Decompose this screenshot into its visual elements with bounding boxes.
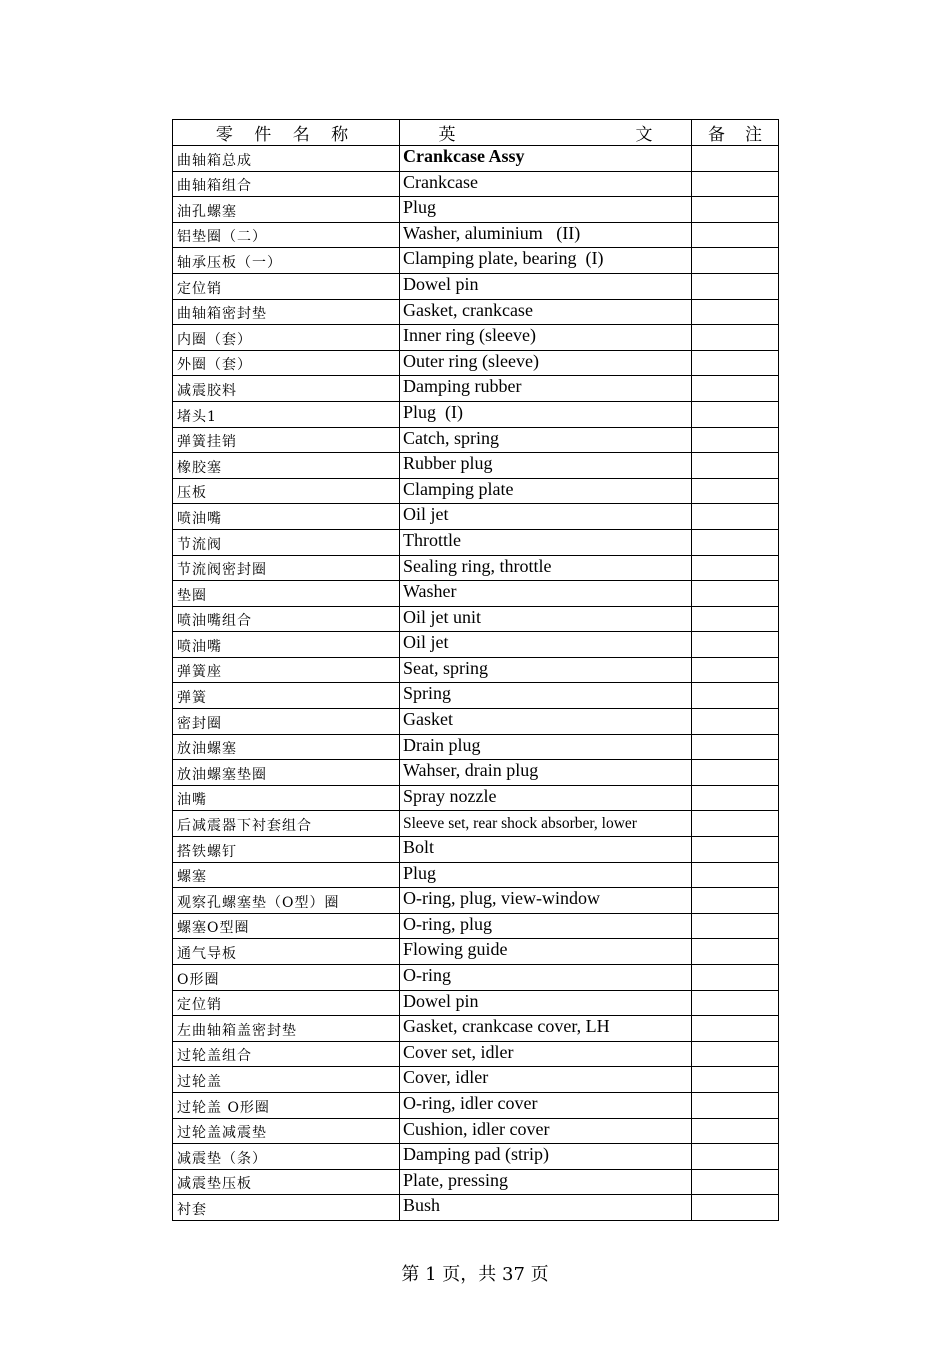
part-name-en: Cover, idler — [400, 1067, 692, 1093]
part-name-zh: 观察孔螺塞垫（O型）圈 — [173, 888, 400, 914]
table-row — [173, 760, 779, 786]
table-row — [173, 273, 779, 299]
part-name-en: O-ring, plug — [400, 913, 692, 939]
remarks-cell — [692, 197, 779, 223]
part-name-zh: 密封圈 — [173, 709, 400, 735]
part-name-zh: 减震垫压板 — [173, 1169, 400, 1195]
part-name-en: Plug (I) — [400, 401, 692, 427]
part-name-en: Sleeve set, rear shock absorber, lower — [400, 811, 692, 837]
part-name-en: O-ring, idler cover — [400, 1092, 692, 1118]
part-name-zh: 螺塞 — [173, 862, 400, 888]
table-row — [173, 146, 779, 172]
part-name-en: Inner ring (sleeve) — [400, 325, 692, 351]
part-name-zh: 节流阀密封圈 — [173, 555, 400, 581]
remarks-cell — [692, 606, 779, 632]
remarks-cell — [692, 581, 779, 607]
part-name-zh: 弹簧座 — [173, 657, 400, 683]
part-name-en: O-ring, plug, view-window — [400, 888, 692, 914]
part-name-en: Plug — [400, 197, 692, 223]
part-name-en: Bolt — [400, 837, 692, 863]
table-row — [173, 555, 779, 581]
part-name-en: Plug — [400, 862, 692, 888]
remarks-cell — [692, 401, 779, 427]
part-name-en: Damping pad (strip) — [400, 1144, 692, 1170]
part-name-zh: 外圈（套） — [173, 350, 400, 376]
remarks-cell — [692, 657, 779, 683]
part-name-zh: 油嘴 — [173, 785, 400, 811]
header-english-b: 文 — [635, 125, 653, 145]
part-name-zh: 过轮盖组合 — [173, 1041, 400, 1067]
part-name-en: Oil jet — [400, 632, 692, 658]
part-name-en: Gasket, crankcase cover, LH — [400, 1016, 692, 1042]
part-name-en: Cushion, idler cover — [400, 1118, 692, 1144]
remarks-cell — [692, 1144, 779, 1170]
part-name-zh: 弹簧 — [173, 683, 400, 709]
parts-table — [172, 119, 779, 1221]
part-name-zh: 后减震器下衬套组合 — [173, 811, 400, 837]
part-name-en: Crankcase — [400, 171, 692, 197]
part-name-en: Throttle — [400, 529, 692, 555]
remarks-cell — [692, 734, 779, 760]
table-row — [173, 709, 779, 735]
remarks-cell — [692, 376, 779, 402]
part-name-zh: 通气导板 — [173, 939, 400, 965]
table-row — [173, 1067, 779, 1093]
remarks-cell — [692, 478, 779, 504]
part-name-zh: 油孔螺塞 — [173, 197, 400, 223]
part-name-en: Dowel pin — [400, 990, 692, 1016]
part-name-en: Spray nozzle — [400, 785, 692, 811]
remarks-cell — [692, 1118, 779, 1144]
remarks-cell — [692, 529, 779, 555]
table-row — [173, 171, 779, 197]
table-row — [173, 197, 779, 223]
table-row — [173, 299, 779, 325]
remarks-cell — [692, 1016, 779, 1042]
table-row — [173, 1195, 779, 1221]
remarks-cell — [692, 1195, 779, 1221]
part-name-en: Outer ring (sleeve) — [400, 350, 692, 376]
remarks-cell — [692, 453, 779, 479]
remarks-cell — [692, 146, 779, 172]
header-remarks-a: 备 — [708, 125, 725, 145]
part-name-en: O-ring — [400, 965, 692, 991]
page-footer: 第 1 页，共 37 页 — [401, 1264, 549, 1285]
remarks-cell — [692, 171, 779, 197]
table-row — [173, 606, 779, 632]
table-row — [173, 990, 779, 1016]
part-name-zh: 放油螺塞 — [173, 734, 400, 760]
part-name-en: Catch, spring — [400, 427, 692, 453]
part-name-zh: 喷油嘴 — [173, 632, 400, 658]
remarks-cell — [692, 222, 779, 248]
part-name-zh: 橡胶塞 — [173, 453, 400, 479]
table-row — [173, 350, 779, 376]
header-english — [400, 120, 692, 146]
part-name-en: Washer, aluminium (II) — [400, 222, 692, 248]
remarks-cell — [692, 248, 779, 274]
part-name-en: Gasket, crankcase — [400, 299, 692, 325]
part-name-zh: 定位销 — [173, 273, 400, 299]
table-row — [173, 1169, 779, 1195]
remarks-cell — [692, 990, 779, 1016]
table-row — [173, 734, 779, 760]
remarks-cell — [692, 913, 779, 939]
table-row — [173, 325, 779, 351]
part-name-zh: 搭铁螺钉 — [173, 837, 400, 863]
header-english-a: 英 — [438, 125, 456, 145]
table-row — [173, 683, 779, 709]
table-row — [173, 939, 779, 965]
table-row — [173, 248, 779, 274]
table-header-row — [173, 120, 779, 146]
parts-table-container — [172, 119, 778, 1221]
table-row — [173, 504, 779, 530]
table-row — [173, 581, 779, 607]
remarks-cell — [692, 888, 779, 914]
part-name-zh: 曲轴箱组合 — [173, 171, 400, 197]
part-name-en: Dowel pin — [400, 273, 692, 299]
part-name-en: Washer — [400, 581, 692, 607]
part-name-en: Plate, pressing — [400, 1169, 692, 1195]
part-name-zh: 节流阀 — [173, 529, 400, 555]
part-name-zh: 内圈（套） — [173, 325, 400, 351]
part-name-zh: 曲轴箱密封垫 — [173, 299, 400, 325]
remarks-cell — [692, 1041, 779, 1067]
remarks-cell — [692, 427, 779, 453]
part-name-en: Clamping plate — [400, 478, 692, 504]
remarks-cell — [692, 273, 779, 299]
part-name-zh: 减震垫（条） — [173, 1144, 400, 1170]
part-name-en: Sealing ring, throttle — [400, 555, 692, 581]
part-name-zh: 堵头1 — [173, 401, 400, 427]
remarks-cell — [692, 939, 779, 965]
header-part-name: 零 件 名 称 — [173, 120, 400, 146]
part-name-zh: 过轮盖减震垫 — [173, 1118, 400, 1144]
remarks-cell — [692, 862, 779, 888]
part-name-zh: O形圈 — [173, 965, 400, 991]
part-name-en: Flowing guide — [400, 939, 692, 965]
table-row — [173, 222, 779, 248]
remarks-cell — [692, 1169, 779, 1195]
remarks-cell — [692, 837, 779, 863]
remarks-cell — [692, 760, 779, 786]
remarks-cell — [692, 555, 779, 581]
table-row — [173, 1144, 779, 1170]
table-row — [173, 811, 779, 837]
table-row — [173, 427, 779, 453]
part-name-en: Oil jet — [400, 504, 692, 530]
part-name-en: Crankcase Assy — [400, 146, 692, 172]
remarks-cell — [692, 709, 779, 735]
part-name-zh: 过轮盖 — [173, 1067, 400, 1093]
part-name-en: Wahser, drain plug — [400, 760, 692, 786]
part-name-zh: 压板 — [173, 478, 400, 504]
part-name-zh: 减震胶料 — [173, 376, 400, 402]
remarks-cell — [692, 785, 779, 811]
remarks-cell — [692, 350, 779, 376]
header-remarks-b: 注 — [745, 125, 762, 145]
part-name-zh: 放油螺塞垫圈 — [173, 760, 400, 786]
remarks-cell — [692, 504, 779, 530]
table-row — [173, 837, 779, 863]
remarks-cell — [692, 632, 779, 658]
table-row — [173, 453, 779, 479]
part-name-zh: 垫圈 — [173, 581, 400, 607]
part-name-en: Cover set, idler — [400, 1041, 692, 1067]
part-name-en: Bush — [400, 1195, 692, 1221]
table-row — [173, 1041, 779, 1067]
table-row — [173, 913, 779, 939]
part-name-en: Seat, spring — [400, 657, 692, 683]
remarks-cell — [692, 1092, 779, 1118]
remarks-cell — [692, 965, 779, 991]
table-row — [173, 401, 779, 427]
part-name-en: Drain plug — [400, 734, 692, 760]
part-name-en: Damping rubber — [400, 376, 692, 402]
remarks-cell — [692, 683, 779, 709]
part-name-en: Clamping plate, bearing (I) — [400, 248, 692, 274]
header-remarks — [692, 120, 779, 146]
part-name-en: Rubber plug — [400, 453, 692, 479]
remarks-cell — [692, 1067, 779, 1093]
table-row — [173, 888, 779, 914]
table-row — [173, 632, 779, 658]
part-name-en: Spring — [400, 683, 692, 709]
part-name-zh: 铝垫圈（二） — [173, 222, 400, 248]
part-name-zh: 喷油嘴组合 — [173, 606, 400, 632]
table-row — [173, 478, 779, 504]
part-name-zh: 弹簧挂销 — [173, 427, 400, 453]
part-name-zh: 过轮盖 O形圈 — [173, 1092, 400, 1118]
table-row — [173, 1118, 779, 1144]
remarks-cell — [692, 299, 779, 325]
remarks-cell — [692, 325, 779, 351]
table-row — [173, 529, 779, 555]
part-name-zh: 曲轴箱总成 — [173, 146, 400, 172]
remarks-cell — [692, 811, 779, 837]
part-name-zh: 左曲轴箱盖密封垫 — [173, 1016, 400, 1042]
table-row — [173, 1092, 779, 1118]
table-row — [173, 785, 779, 811]
table-body — [173, 146, 779, 1221]
part-name-zh: 喷油嘴 — [173, 504, 400, 530]
part-name-zh: 轴承压板（一） — [173, 248, 400, 274]
table-row — [173, 862, 779, 888]
table-row — [173, 1016, 779, 1042]
table-row — [173, 376, 779, 402]
part-name-en: Oil jet unit — [400, 606, 692, 632]
part-name-zh: 螺塞O型圈 — [173, 913, 400, 939]
table-row — [173, 657, 779, 683]
part-name-en: Gasket — [400, 709, 692, 735]
table-row — [173, 965, 779, 991]
part-name-zh: 衬套 — [173, 1195, 400, 1221]
part-name-zh: 定位销 — [173, 990, 400, 1016]
